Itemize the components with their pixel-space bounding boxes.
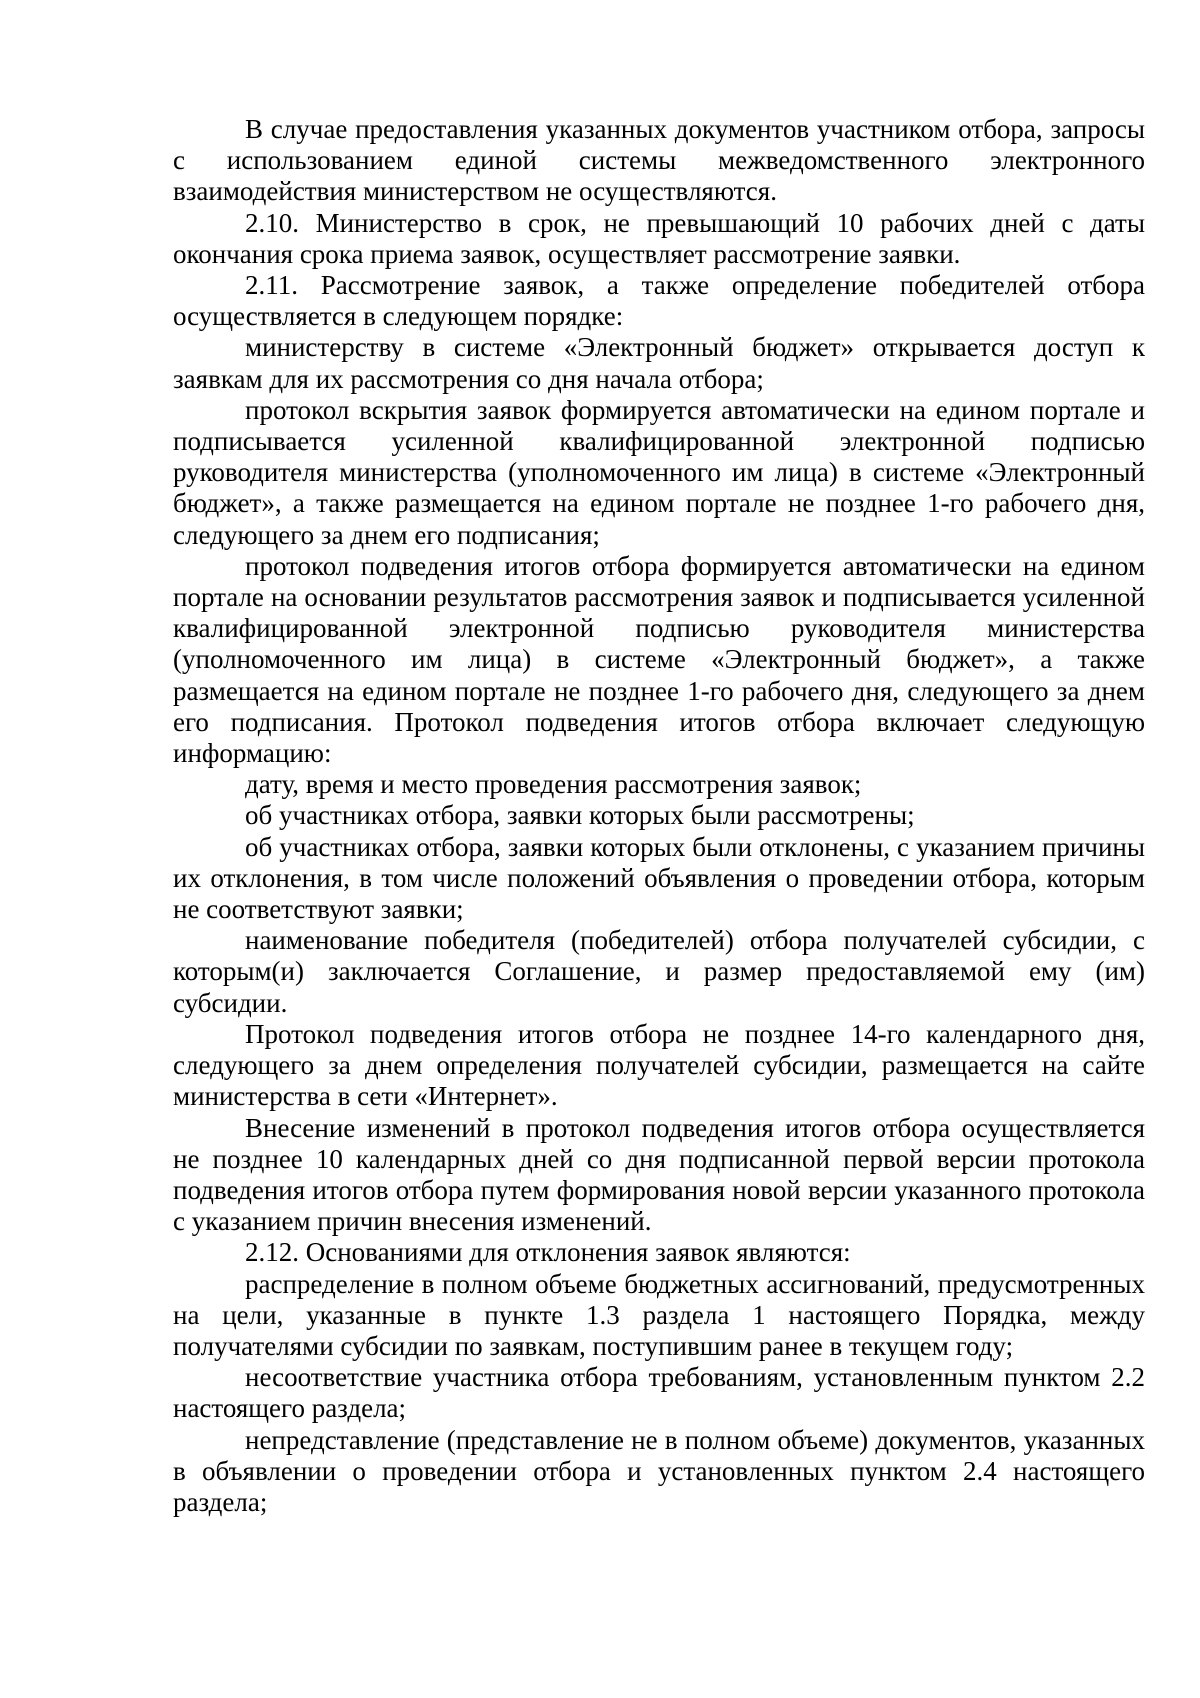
- paragraph-protocol-publication: Протокол подведения итогов отбора не позднее 14-го календарного дня, следующего за днем определения получателей субсидии, размещается на сайте министерства в сети «Интернет».: [173, 1018, 1145, 1112]
- paragraph-protocol-changes: Внесение изменений в протокол подведения итогов отбора осуществляется не позднее 10 календарных дней со дня подписанной первой версии протокола подведения итогов отбора путем формирования новой версии указанного протокола с указанием причин внесения изменений.: [173, 1112, 1145, 1237]
- list-item-reviewed-participants: об участниках отбора, заявки которых были рассмотрены;: [245, 800, 915, 831]
- document-page: [173, 114, 1145, 1518]
- list-item-budget-distribution: распределение в полном объеме бюджетных ассигнований, предусмотренных на цели, указанные в пункте 1.3 раздела 1 настоящего Порядка, между получателями субсидии по заявкам, поступившим ранее в текущем году;: [173, 1268, 1145, 1361]
- list-item-requirements-mismatch: несоответствие участника отбора требованиям, установленным пунктом 2.2 настоящего раздела;: [173, 1362, 1145, 1424]
- list-item-winner-name: наименование победителя (победителей) отбора получателей субсидии, с которым(и) заключается Соглашение, и размер предоставляемой ему (им) субсидии.: [173, 925, 1145, 1018]
- paragraph-interagency-requests: В случае предоставления указанных документов участником отбора, запросы с использованием единой системы межведомственного электронного взаимодействия министерством не осуществляются.: [173, 114, 1145, 207]
- list-item-rejected-participants: об участниках отбора, заявки которых были отклонены, с указанием причины их отклонения, в том числе положений объявления о проведении отбора, которым не соответствуют заявки;: [173, 831, 1145, 925]
- paragraph-results-protocol: протокол подведения итогов отбора формируется автоматически на едином портале на основании результатов рассмотрения заявок и подписывается усиленной квалифицированной электронной подписью руководителя министерства (уполномоченного им лица) в системе «Электронный бюджет», а также размещается на едином портале не позднее 1-го рабочего дня, следующего за днем его подписания. Протокол подведения итогов отбора включает следующую информацию:: [173, 550, 1145, 769]
- paragraph-2-12: 2.12. Основаниями для отклонения заявок являются:: [245, 1237, 851, 1268]
- paragraph-2-10: 2.10. Министерство в срок, не превышающий 10 рабочих дней с даты окончания срока приема заявок, осуществляет рассмотрение заявки.: [173, 207, 1145, 269]
- paragraph-opening-protocol: протокол вскрытия заявок формируется автоматически на едином портале и подписывается усиленной квалифицированной электронной подписью руководителя министерства (уполномоченного им лица) в системе «Электронный бюджет», а также размещается на едином портале не позднее 1-го рабочего дня, следующего за днем его подписания;: [173, 394, 1145, 550]
- list-item-date-time-place: дату, время и место проведения рассмотрения заявок;: [245, 769, 862, 800]
- paragraph-access-electronic-budget: министерству в системе «Электронный бюджет» открывается доступ к заявкам для их рассмотрения со дня начала отбора;: [173, 332, 1145, 394]
- list-item-documents-missing: непредставление (представление не в полном объеме) документов, указанных в объявлении о проведении отбора и установленных пунктом 2.4 настоящего раздела;: [173, 1424, 1145, 1517]
- paragraph-2-11: 2.11. Рассмотрение заявок, а также определение победителей отбора осуществляется в следующем порядке:: [173, 270, 1145, 332]
